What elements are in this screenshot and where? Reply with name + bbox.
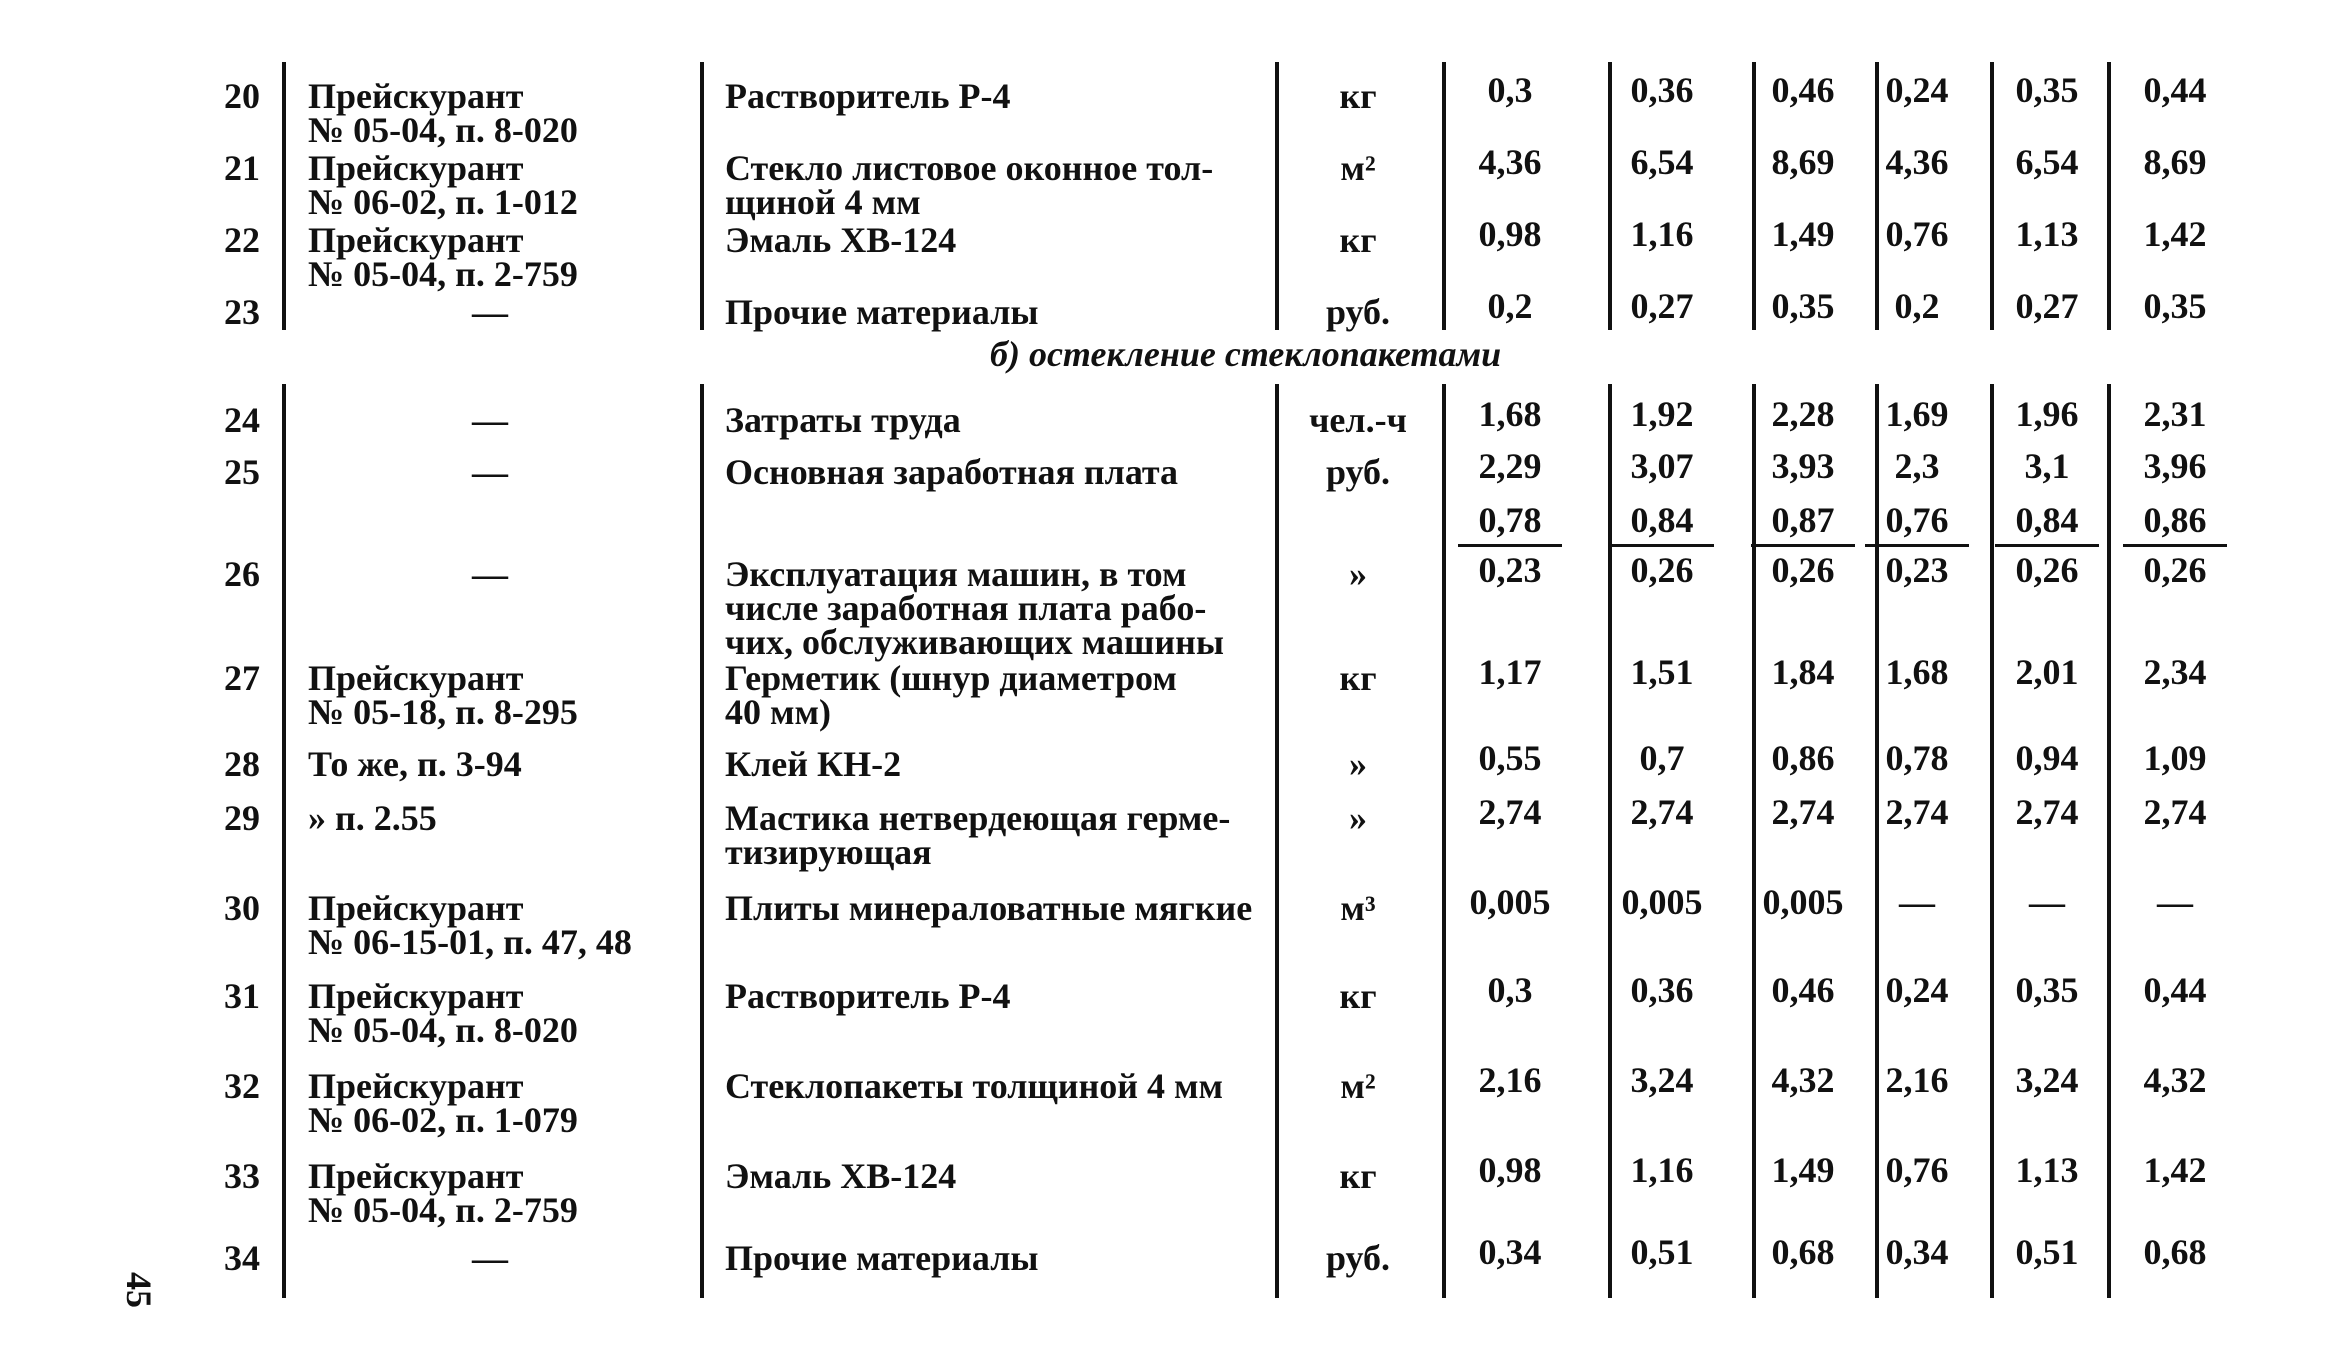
value-cell: 2,74 — [1630, 792, 1694, 832]
row-number: 33 — [224, 1156, 260, 1196]
item-name-line2: щиной 4 мм — [725, 182, 921, 222]
value-cell: 2,34 — [2143, 652, 2207, 692]
unit-label: кг — [1339, 76, 1377, 116]
value-cell: 0,005 — [1762, 882, 1844, 922]
value-cell: 3,96 — [2143, 446, 2207, 486]
item-name: Клей КН-2 — [725, 744, 902, 784]
value-cell: 2,74 — [2015, 792, 2079, 832]
value-cell: 4,36 — [1885, 142, 1949, 182]
value-cell: 0,98 — [1478, 214, 1542, 254]
item-name-line2: числе заработная плата рабо- — [725, 588, 1207, 628]
source-ref: То же, п. 3-94 — [308, 744, 522, 784]
value-cell: 0,76 — [1885, 1150, 1949, 1190]
item-name: Герметик (шнур диаметром — [725, 658, 1177, 698]
value-cell: — — [1899, 882, 1935, 922]
value-cell: 0,2 — [1487, 286, 1533, 326]
value-numerator: 0,84 — [2015, 500, 2079, 540]
source-ref-line2: № 06-02, п. 1-079 — [308, 1100, 578, 1140]
value-cell: 2,01 — [2015, 652, 2079, 692]
source-ref: Прейскурант — [308, 76, 524, 116]
value-cell: 0,7 — [1639, 738, 1685, 778]
column-rule — [700, 384, 704, 1298]
row-number: 27 — [224, 658, 260, 698]
value-cell: 2,74 — [1885, 792, 1949, 832]
value-cell: 3,1 — [2024, 446, 2070, 486]
fraction-bar — [1458, 544, 1562, 547]
value-cell: 0,86 — [1771, 738, 1835, 778]
source-ref-line2: № 06-15-01, п. 47, 48 — [308, 922, 632, 962]
value-cell: 0,35 — [2143, 286, 2207, 326]
source-ref: Прейскурант — [308, 976, 524, 1016]
source-ref-line2: № 05-18, п. 8-295 — [308, 692, 578, 732]
value-cell: 1,13 — [2015, 214, 2079, 254]
unit-label: » — [1349, 744, 1367, 784]
item-name: Стеклопакеты толщиной 4 мм — [725, 1066, 1224, 1106]
source-ref-line2: № 05-04, п. 2-759 — [308, 1190, 578, 1230]
value-cell: — — [2029, 882, 2065, 922]
value-cell: 0,35 — [2015, 70, 2079, 110]
value-cell: 1,96 — [2015, 394, 2079, 434]
column-rule — [1275, 384, 1279, 1298]
value-numerator: 0,78 — [1478, 500, 1542, 540]
source-ref: — — [472, 292, 508, 332]
value-cell: 2,16 — [1478, 1060, 1542, 1100]
source-ref: Прейскурант — [308, 220, 524, 260]
value-cell: 0,68 — [2143, 1232, 2207, 1272]
fraction-bar — [1751, 544, 1855, 547]
item-name: Растворитель Р-4 — [725, 76, 1011, 116]
value-cell: 1,42 — [2143, 214, 2207, 254]
value-numerator: 0,87 — [1771, 500, 1835, 540]
value-cell: 1,13 — [2015, 1150, 2079, 1190]
value-cell: 0,35 — [2015, 970, 2079, 1010]
item-name: Растворитель Р-4 — [725, 976, 1011, 1016]
value-denominator: 0,26 — [2015, 550, 2079, 590]
value-cell: 2,3 — [1894, 446, 1940, 486]
fraction-bar — [1865, 544, 1969, 547]
row-number: 28 — [224, 744, 260, 784]
value-cell: 0,46 — [1771, 70, 1835, 110]
value-cell: 0,36 — [1630, 970, 1694, 1010]
value-cell: 1,69 — [1885, 394, 1949, 434]
item-name-line2: тизирующая — [725, 832, 932, 872]
section-b-heading: б) остекление стеклопакетами — [990, 334, 1502, 374]
row-number: 23 — [224, 292, 260, 332]
source-ref-line2: № 05-04, п. 2-759 — [308, 254, 578, 294]
page-number: 45 — [119, 1272, 159, 1308]
unit-label: м² — [1340, 1066, 1376, 1106]
row-number: 20 — [224, 76, 260, 116]
value-denominator: 0,23 — [1885, 550, 1949, 590]
value-cell: 4,32 — [2143, 1060, 2207, 1100]
value-cell: 1,68 — [1885, 652, 1949, 692]
value-cell: 0,3 — [1487, 970, 1533, 1010]
source-ref-line2: № 05-04, п. 8-020 — [308, 110, 578, 150]
value-denominator: 0,26 — [1771, 550, 1835, 590]
value-cell: — — [2157, 882, 2193, 922]
value-cell: 6,54 — [2015, 142, 2079, 182]
unit-label: м³ — [1340, 888, 1376, 928]
value-cell: 0,005 — [1621, 882, 1703, 922]
value-cell: 0,51 — [2015, 1232, 2079, 1272]
value-cell: 2,16 — [1885, 1060, 1949, 1100]
value-numerator: 0,84 — [1630, 500, 1694, 540]
unit-label: кг — [1339, 976, 1377, 1016]
column-rule — [282, 62, 286, 330]
unit-label: чел.-ч — [1309, 400, 1407, 440]
row-number: 31 — [224, 976, 260, 1016]
source-ref: Прейскурант — [308, 148, 524, 188]
value-cell: 0,98 — [1478, 1150, 1542, 1190]
value-cell: 2,74 — [1478, 792, 1542, 832]
item-name: Прочие материалы — [725, 292, 1039, 332]
unit-label: м² — [1340, 148, 1376, 188]
row-number: 21 — [224, 148, 260, 188]
value-denominator: 0,26 — [1630, 550, 1694, 590]
source-ref: — — [472, 554, 508, 594]
value-cell: 6,54 — [1630, 142, 1694, 182]
value-cell: 1,16 — [1630, 214, 1694, 254]
value-cell: 0,34 — [1478, 1232, 1542, 1272]
value-cell: 0,24 — [1885, 70, 1949, 110]
value-cell: 0,35 — [1771, 286, 1835, 326]
source-ref: — — [472, 400, 508, 440]
value-cell: 3,24 — [1630, 1060, 1694, 1100]
value-denominator: 0,23 — [1478, 550, 1542, 590]
item-name: Стекло листовое оконное тол- — [725, 148, 1214, 188]
value-cell: 1,68 — [1478, 394, 1542, 434]
row-number: 34 — [224, 1238, 260, 1278]
item-name: Затраты труда — [725, 400, 961, 440]
value-cell: 4,36 — [1478, 142, 1542, 182]
source-ref: — — [472, 1238, 508, 1278]
row-number: 26 — [224, 554, 260, 594]
value-cell: 0,46 — [1771, 970, 1835, 1010]
value-cell: 3,93 — [1771, 446, 1835, 486]
value-numerator: 0,76 — [1885, 500, 1949, 540]
source-ref: Прейскурант — [308, 888, 524, 928]
unit-label: кг — [1339, 1156, 1377, 1196]
value-cell: 2,29 — [1478, 446, 1542, 486]
source-ref: Прейскурант — [308, 1156, 524, 1196]
unit-label: » — [1349, 798, 1367, 838]
value-cell: 0,55 — [1478, 738, 1542, 778]
source-ref: Прейскурант — [308, 1066, 524, 1106]
fraction-bar — [1610, 544, 1714, 547]
value-cell: 0,44 — [2143, 970, 2207, 1010]
value-cell: 0,24 — [1885, 970, 1949, 1010]
source-ref-line2: № 05-04, п. 8-020 — [308, 1010, 578, 1050]
row-number: 22 — [224, 220, 260, 260]
item-name: Прочие материалы — [725, 1238, 1039, 1278]
column-rule — [700, 62, 704, 330]
unit-label: руб. — [1325, 1238, 1391, 1278]
value-cell: 8,69 — [1771, 142, 1835, 182]
value-cell: 1,92 — [1630, 394, 1694, 434]
row-number: 29 — [224, 798, 260, 838]
source-ref-line2: № 06-02, п. 1-012 — [308, 182, 578, 222]
value-numerator: 0,86 — [2143, 500, 2207, 540]
unit-label: кг — [1339, 220, 1377, 260]
value-cell: 0,34 — [1885, 1232, 1949, 1272]
value-cell: 0,36 — [1630, 70, 1694, 110]
source-ref: » п. 2.55 — [308, 798, 437, 838]
fraction-bar — [2123, 544, 2227, 547]
value-cell: 2,74 — [1771, 792, 1835, 832]
value-cell: 1,16 — [1630, 1150, 1694, 1190]
value-cell: 2,31 — [2143, 394, 2207, 434]
value-cell: 3,07 — [1630, 446, 1694, 486]
item-name: Эмаль ХВ-124 — [725, 220, 957, 260]
column-rule — [282, 384, 286, 1298]
row-number: 32 — [224, 1066, 260, 1106]
value-cell: 1,49 — [1771, 1150, 1835, 1190]
value-cell: 0,68 — [1771, 1232, 1835, 1272]
row-number: 25 — [224, 452, 260, 492]
unit-label: » — [1349, 554, 1367, 594]
value-cell: 0,2 — [1894, 286, 1940, 326]
value-cell: 3,24 — [2015, 1060, 2079, 1100]
item-name: Плиты минераловатные мягкие — [725, 888, 1253, 928]
unit-label: руб. — [1325, 292, 1391, 332]
value-cell: 0,27 — [1630, 286, 1694, 326]
item-name: Основная заработная плата — [725, 452, 1179, 492]
column-rule — [1275, 62, 1279, 330]
value-cell: 1,51 — [1630, 652, 1694, 692]
value-cell: 0,78 — [1885, 738, 1949, 778]
value-cell: 2,28 — [1771, 394, 1835, 434]
fraction-bar — [1995, 544, 2099, 547]
unit-label: кг — [1339, 658, 1377, 698]
item-name-line2: 40 мм) — [725, 692, 832, 732]
source-ref: — — [472, 452, 508, 492]
item-name: Эксплуатация машин, в том — [725, 554, 1187, 594]
value-cell: 1,49 — [1771, 214, 1835, 254]
value-cell: 0,27 — [2015, 286, 2079, 326]
value-cell: 4,32 — [1771, 1060, 1835, 1100]
value-cell: 0,3 — [1487, 70, 1533, 110]
item-name: Мастика нетвердеющая герме- — [725, 798, 1231, 838]
value-cell: 1,09 — [2143, 738, 2207, 778]
value-cell: 0,005 — [1469, 882, 1551, 922]
value-cell: 1,17 — [1478, 652, 1542, 692]
item-name-line3: чих, обслуживающих машины — [725, 622, 1224, 662]
value-denominator: 0,26 — [2143, 550, 2207, 590]
source-ref: Прейскурант — [308, 658, 524, 698]
value-cell: 1,84 — [1771, 652, 1835, 692]
value-cell: 0,94 — [2015, 738, 2079, 778]
row-number: 30 — [224, 888, 260, 928]
unit-label: руб. — [1325, 452, 1391, 492]
value-cell: 0,76 — [1885, 214, 1949, 254]
value-cell: 8,69 — [2143, 142, 2207, 182]
value-cell: 0,51 — [1630, 1232, 1694, 1272]
value-cell: 1,42 — [2143, 1150, 2207, 1190]
value-cell: 2,74 — [2143, 792, 2207, 832]
row-number: 24 — [224, 400, 260, 440]
item-name: Эмаль ХВ-124 — [725, 1156, 957, 1196]
value-cell: 0,44 — [2143, 70, 2207, 110]
